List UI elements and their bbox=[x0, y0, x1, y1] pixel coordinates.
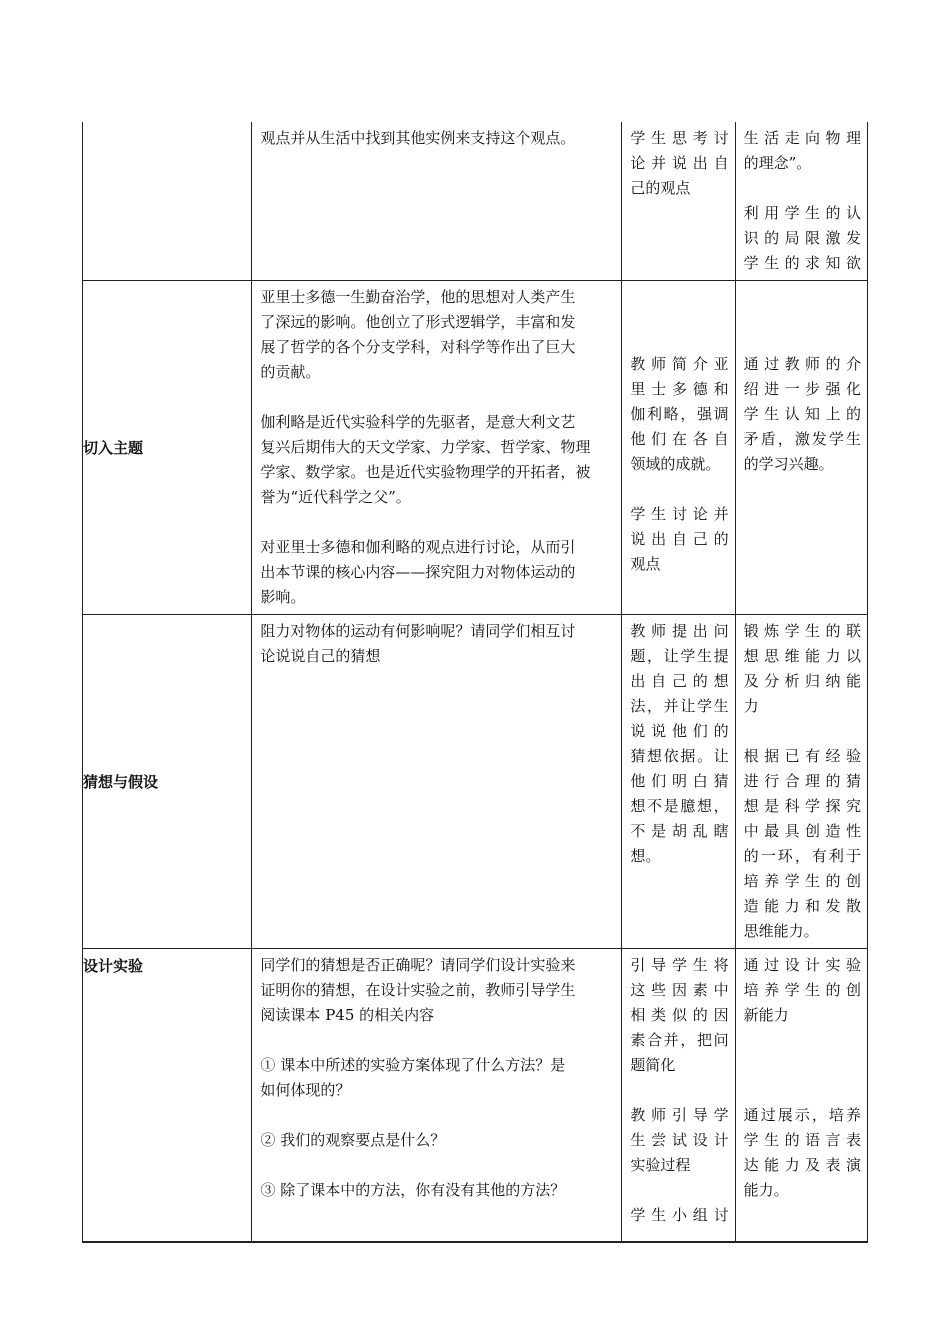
text-line: 新能力 bbox=[743, 1006, 789, 1024]
text-line: 出本节课的核心内容——探究阻力对物体运动的 bbox=[260, 563, 576, 581]
stage-cell bbox=[83, 122, 252, 281]
text-line: 通过教师的介 bbox=[743, 355, 861, 373]
text-line: 识的局限激发 bbox=[743, 229, 861, 247]
text-line: 如何体现的？ bbox=[260, 1081, 351, 1099]
text-line: 的贡献。 bbox=[260, 363, 321, 381]
text-line: 不是胡乱瞎 bbox=[630, 822, 729, 840]
text-line: 绍进一步强化 bbox=[743, 380, 861, 398]
text-line: ③ 除了课本中的方法，你有没有其他的方法？ bbox=[260, 1181, 566, 1199]
text-line: 锻炼学生的联 bbox=[743, 622, 861, 640]
text-line: 伽利略，强调 bbox=[630, 405, 729, 423]
intent-cell bbox=[735, 949, 867, 1242]
text-line: 达能力及表演 bbox=[743, 1156, 861, 1174]
text-line: ① 课本中所述的实验方案体现了什么方法？是 bbox=[260, 1056, 566, 1074]
text-line: 证明你的猜想，在设计实验之前，教师引导学生 bbox=[260, 981, 576, 999]
activity-cell bbox=[622, 281, 735, 615]
text-line: 题，让学生提 bbox=[630, 647, 729, 665]
text-line: 的一环，有利于 bbox=[743, 847, 861, 865]
text-line: 实验过程 bbox=[630, 1156, 691, 1174]
table-row bbox=[83, 281, 868, 615]
text-line: 展了哲学的各个分支学科，对科学等作出了巨大 bbox=[260, 338, 576, 356]
text-line: 相类似的因 bbox=[630, 1006, 729, 1024]
text-line: 培养学生的创 bbox=[743, 872, 861, 890]
text-line: 他们在各自 bbox=[630, 430, 729, 448]
text-line: 教师简介亚 bbox=[630, 355, 729, 373]
text-line: 猜想依据。让 bbox=[630, 747, 729, 765]
stage-label: 切入主题 bbox=[83, 281, 252, 615]
text-line: 学生小组讨 bbox=[630, 1206, 729, 1224]
text-line: 学生讨论并 bbox=[630, 505, 729, 523]
text-line: 复兴后期伟大的天文学家、力学家、哲学家、物理 bbox=[260, 438, 591, 456]
text-line: 思维能力。 bbox=[743, 922, 819, 940]
text-line: 中最具创造性 bbox=[743, 822, 861, 840]
text-line: 想思维能力以 bbox=[743, 647, 861, 665]
text-line: 说说他们的 bbox=[630, 722, 729, 740]
text-line: 阻力对物体的运动有何影响呢？请同学们相互讨 bbox=[260, 622, 576, 640]
activity-cell bbox=[622, 122, 735, 281]
text-line: 论说说自己的猜想 bbox=[260, 647, 381, 665]
text-line: 学生思考讨 bbox=[630, 129, 729, 147]
stage-label: 设计实验 bbox=[83, 949, 252, 1242]
text-line: 能力。 bbox=[743, 1181, 789, 1199]
table-row bbox=[83, 615, 868, 949]
text-line: 题简化 bbox=[630, 1056, 676, 1074]
content-cell bbox=[252, 281, 622, 615]
stage-label: 猜想与假设 bbox=[83, 615, 252, 949]
text-line: 对亚里士多德和伽利略的观点进行讨论，从而引 bbox=[260, 538, 576, 556]
content-cell bbox=[252, 122, 622, 281]
text-line: 这些因素中 bbox=[630, 981, 729, 999]
text-line: 学生认知上的 bbox=[743, 405, 861, 423]
text-line: 及分析归纳能 bbox=[743, 672, 861, 690]
text-line: 力 bbox=[743, 697, 759, 715]
text-line: 观点并从生活中找到其他实例来支持这个观点。 bbox=[260, 129, 576, 147]
activity-cell bbox=[622, 615, 735, 949]
text-line: 矛盾，激发学生 bbox=[743, 430, 861, 448]
lesson-plan-table bbox=[82, 122, 868, 1243]
text-line: 通过展示，培养 bbox=[743, 1106, 861, 1124]
text-line: 教师提出问 bbox=[630, 622, 729, 640]
text-line: 亚里士多德一生勤奋治学，他的思想对人类产生 bbox=[260, 288, 576, 306]
text-line: 影响。 bbox=[260, 588, 306, 606]
text-line: 同学们的猜想是否正确呢？请同学们设计实验来 bbox=[260, 956, 576, 974]
text-line: 伽利略是近代实验科学的先驱者，是意大利文艺 bbox=[260, 413, 576, 431]
text-line: 观点 bbox=[630, 555, 661, 573]
text-line: 生尝试设计 bbox=[630, 1131, 729, 1149]
activity-cell bbox=[622, 949, 735, 1242]
text-line: 誉为“近代科学之父”。 bbox=[260, 488, 411, 506]
text-line: 想不是臆想， bbox=[630, 797, 729, 815]
text-line: 出自己的想 bbox=[630, 672, 729, 690]
text-line: 的学习兴趣。 bbox=[743, 455, 834, 473]
text-line: 论并说出自 bbox=[630, 154, 729, 172]
text-line: 的理念”。 bbox=[743, 154, 812, 172]
text-line: 说出自己的 bbox=[630, 530, 729, 548]
intent-cell bbox=[735, 281, 867, 615]
table-row bbox=[83, 949, 868, 1242]
text-line: 里士多德和 bbox=[630, 380, 729, 398]
text-line: 进行合理的猜 bbox=[743, 772, 861, 790]
text-line: 素合并，把问 bbox=[630, 1031, 729, 1049]
text-line: 教师引导学 bbox=[630, 1106, 729, 1124]
text-line: 想是科学探究 bbox=[743, 797, 861, 815]
text-line: 学家、数学家。也是近代实验物理学的开拓者，被 bbox=[260, 463, 591, 481]
text-line: 培养学生的创 bbox=[743, 981, 861, 999]
table-row bbox=[83, 122, 868, 281]
text-line: 引导学生将 bbox=[630, 956, 729, 974]
text-line: 阅读课本 P45 的相关内容 bbox=[260, 1006, 435, 1024]
text-line: 利用学生的认 bbox=[743, 204, 861, 222]
text-line: 他们明白猜 bbox=[630, 772, 729, 790]
intent-cell bbox=[735, 122, 867, 281]
text-line: 领域的成就。 bbox=[630, 455, 721, 473]
text-line: 学生的求知欲 bbox=[743, 254, 861, 272]
intent-cell bbox=[735, 615, 867, 949]
text-line: ② 我们的观察要点是什么？ bbox=[260, 1131, 446, 1149]
text-line: 想。 bbox=[630, 847, 661, 865]
text-line: 造能力和发散 bbox=[743, 897, 861, 915]
text-line: 生活走向物理 bbox=[743, 129, 861, 147]
text-line: 学生的语言表 bbox=[743, 1131, 861, 1149]
content-cell bbox=[252, 949, 622, 1242]
text-line: 了深远的影响。他创立了形式逻辑学，丰富和发 bbox=[260, 313, 576, 331]
text-line: 法，并让学生 bbox=[630, 697, 729, 715]
text-line: 己的观点 bbox=[630, 179, 691, 197]
text-line: 通过设计实验 bbox=[743, 956, 861, 974]
text-line: 根据已有经验 bbox=[743, 747, 861, 765]
content-cell bbox=[252, 615, 622, 949]
